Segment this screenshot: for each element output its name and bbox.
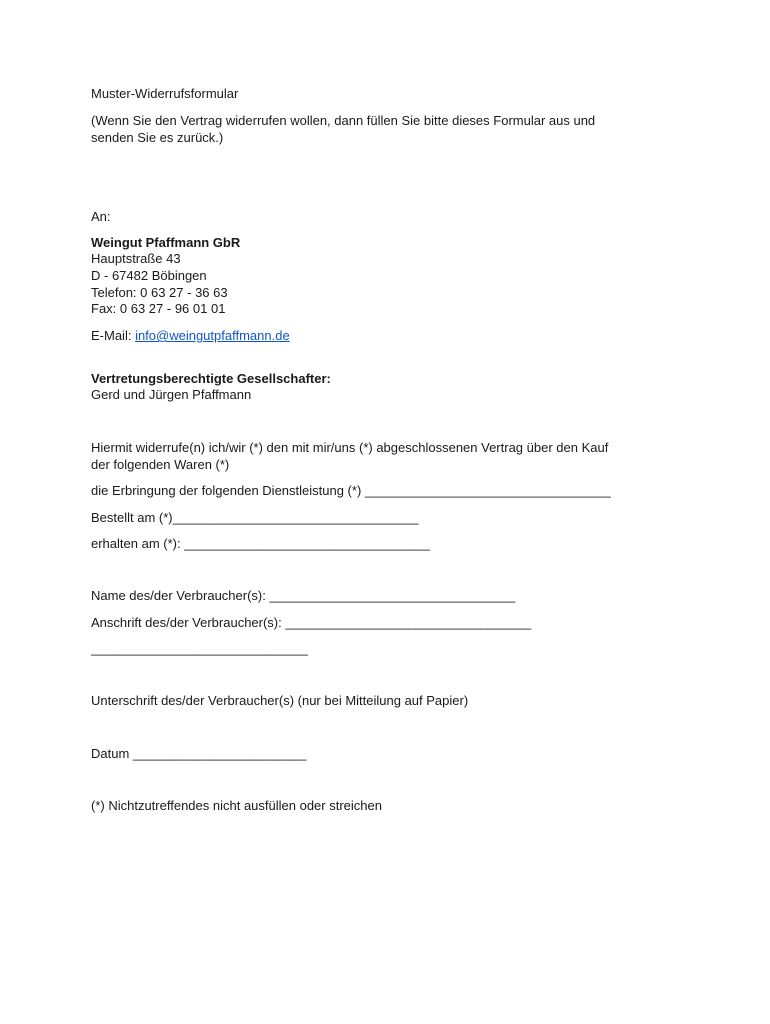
- service-field: die Erbringung der folgenden Dienstleistung (*) __________________________________: [91, 483, 611, 498]
- footnote: (*) Nichtzutreffendes nicht ausfüllen oder streichen: [91, 798, 382, 813]
- declaration-line-2: der folgenden Waren (*): [91, 457, 230, 472]
- consumer-address-continuation: ______________________________: [91, 641, 308, 656]
- representatives-label: Vertretungsberechtigte Gesellschafter:: [91, 371, 331, 386]
- company-street: Hauptstraße 43: [91, 251, 181, 266]
- ordered-date-field: Bestellt am (*)__________________________________: [91, 510, 419, 525]
- email-link[interactable]: info@weingutpfaffmann.de: [135, 328, 290, 343]
- intro-line-1: (Wenn Sie den Vertrag widerrufen wollen, dann füllen Sie bitte dieses Formular aus und: [91, 113, 596, 128]
- declaration-line-1: Hiermit widerrufe(n) ich/wir (*) den mit mir/uns (*) abgeschlossenen Vertrag über den Kauf: [91, 440, 609, 455]
- received-date-field: erhalten am (*): __________________________________: [91, 536, 431, 551]
- date-field: Datum ________________________: [91, 746, 307, 761]
- company-fax: Fax: 0 63 27 - 96 01 01: [91, 301, 226, 316]
- company-name: Weingut Pfaffmann GbR: [91, 235, 241, 250]
- signature-field: Unterschrift des/der Verbraucher(s) (nur bei Mitteilung auf Papier): [91, 693, 469, 708]
- consumer-name-field: Name des/der Verbraucher(s): __________________________________: [91, 588, 516, 603]
- consumer-address-field: Anschrift des/der Verbraucher(s): __________________________________: [91, 615, 532, 630]
- company-phone: Telefon: 0 63 27 - 36 63: [91, 285, 228, 300]
- recipient-label: An:: [91, 209, 111, 224]
- form-title: Muster-Widerrufsformular: [91, 86, 239, 101]
- representatives-names: Gerd und Jürgen Pfaffmann: [91, 387, 252, 402]
- company-city: D - 67482 Böbingen: [91, 268, 207, 283]
- company-email-row: [91, 328, 290, 344]
- email-label: E-Mail:: [91, 328, 136, 343]
- intro-line-2: senden Sie es zurück.): [91, 130, 224, 145]
